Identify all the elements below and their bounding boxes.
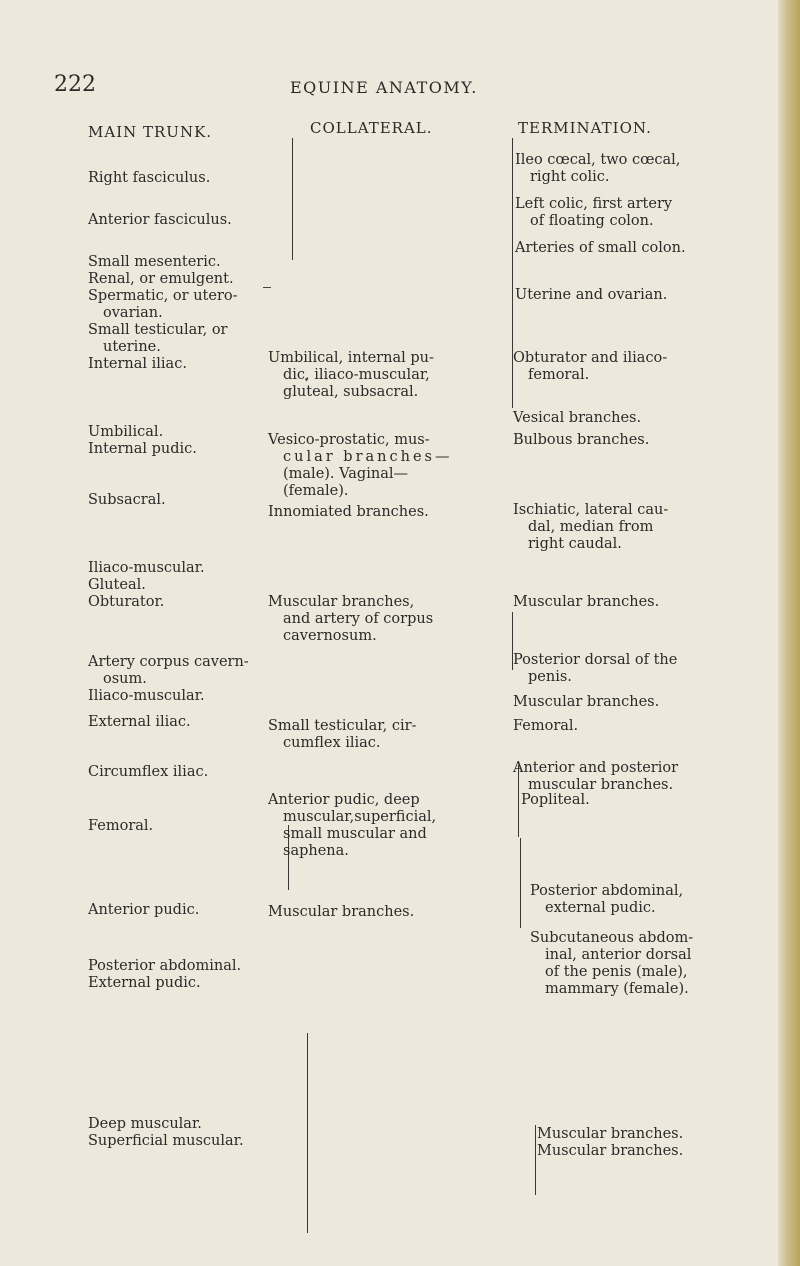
termination-item: Femoral.: [513, 718, 579, 734]
main-trunk-item: Femoral.: [88, 818, 154, 834]
collateral-item: Muscular branches.: [268, 904, 415, 920]
termination-item: Muscular branches.: [513, 694, 660, 710]
termination-item: penis.: [528, 669, 572, 685]
termination-item: Ischiatic, lateral cau-: [513, 502, 669, 518]
main-trunk-item: Subsacral.: [88, 492, 166, 508]
main-trunk-item: External iliac.: [88, 714, 191, 730]
termination-item: Ileo cœcal, two cœcal,: [515, 152, 681, 168]
collateral-item: (male). Vaginal—: [283, 466, 408, 482]
termination-item: external pudic.: [545, 900, 656, 916]
main-trunk-item: Umbilical.: [88, 424, 164, 440]
main-trunk-item: Posterior abdominal.: [88, 958, 242, 974]
termination-item: muscular branches.: [528, 777, 674, 793]
running-head: EQUINE ANATOMY.: [290, 78, 478, 97]
termination-item: Muscular branches.: [513, 594, 660, 610]
column-rule: [520, 838, 521, 928]
collateral-item: cumflex iliac.: [283, 735, 381, 751]
collateral-item: gluteal, subsacral.: [283, 384, 419, 400]
main-trunk-item: External pudic.: [88, 975, 201, 991]
termination-item: Muscular branches.: [537, 1126, 684, 1142]
collateral-item: Vesico-prostatic, mus-: [268, 432, 430, 448]
termination-item: right colic.: [530, 169, 610, 185]
termination-item: Bulbous branches.: [513, 432, 650, 448]
page-number: 222: [54, 72, 96, 97]
termination-item: Obturator and iliaco-: [513, 350, 668, 366]
main-trunk-item: Gluteal.: [88, 577, 146, 593]
main-trunk-item: Internal iliac.: [88, 356, 187, 372]
main-trunk-item: Spermatic, or utero-: [88, 288, 238, 304]
collateral-item: Anterior pudic, deep: [268, 792, 420, 808]
collateral-item: cular branches—: [283, 449, 453, 465]
termination-item: dal, median from: [528, 519, 654, 535]
collateral-item: Small testicular, cir-: [268, 718, 417, 734]
termination-item: Posterior dorsal of the: [513, 652, 678, 668]
main-trunk-item: Circumflex iliac.: [88, 764, 209, 780]
termination-item: Uterine and ovarian.: [515, 287, 668, 303]
main-trunk-item: Artery corpus cavern-: [88, 654, 249, 670]
termination-item: Muscular branches.: [537, 1143, 684, 1159]
main-trunk-item: Small testicular, or: [88, 322, 228, 338]
collateral-item: (female).: [283, 483, 349, 499]
main-trunk-item: Iliaco-muscular.: [88, 688, 205, 704]
collateral-item: saphena.: [283, 843, 349, 859]
main-trunk-item: osum.: [103, 671, 147, 687]
dash-mark: [263, 287, 271, 288]
main-trunk-item: Superficial muscular.: [88, 1133, 244, 1149]
header-termination: TERMINATION.: [518, 119, 652, 137]
main-trunk-item: uterine.: [103, 339, 161, 355]
termination-item: femoral.: [528, 367, 590, 383]
column-rule: [292, 138, 293, 260]
header-main-trunk: MAIN TRUNK.: [88, 123, 213, 141]
collateral-item: muscular,superficial,: [283, 809, 437, 825]
main-trunk-item: Right fasciculus.: [88, 170, 211, 186]
page-edge: [778, 0, 800, 1266]
collateral-item: dic, iliaco-muscular,: [283, 367, 430, 383]
main-trunk-item: Anterior pudic.: [88, 902, 200, 918]
collateral-item: small muscular and: [283, 826, 427, 842]
termination-item: Left colic, first artery: [515, 196, 673, 212]
collateral-item: Innomiated branches.: [268, 504, 429, 520]
main-trunk-item: Obturator.: [88, 594, 165, 610]
termination-item: right caudal.: [528, 536, 622, 552]
termination-item: of the penis (male),: [545, 964, 688, 980]
collateral-item: cavernosum.: [283, 628, 377, 644]
main-trunk-item: Internal pudic.: [88, 441, 197, 457]
termination-item: Posterior abdominal,: [530, 883, 684, 899]
main-trunk-item: Deep muscular.: [88, 1116, 202, 1132]
main-trunk-item: Anterior fasciculus.: [88, 212, 232, 228]
termination-item: mammary (female).: [545, 981, 689, 997]
main-trunk-item: Iliaco-muscular.: [88, 560, 205, 576]
termination-item: Popliteal.: [521, 792, 590, 808]
termination-item: inal, anterior dorsal: [545, 947, 692, 963]
termination-item: Anterior and posterior: [513, 760, 679, 776]
termination-item: Subcutaneous abdom-: [530, 930, 694, 946]
header-collateral: COLLATERAL.: [310, 119, 433, 137]
column-rule: [512, 138, 513, 408]
main-trunk-item: ovarian.: [103, 305, 163, 321]
column-rule: [307, 1033, 308, 1233]
termination-item: Arteries of small colon.: [515, 240, 686, 256]
collateral-item: Muscular branches,: [268, 594, 415, 610]
collateral-item: Umbilical, internal pu-: [268, 350, 434, 366]
termination-item: Vesical branches.: [513, 410, 642, 426]
main-trunk-item: Renal, or emulgent.: [88, 271, 234, 287]
termination-item: of floating colon.: [530, 213, 654, 229]
collateral-item: and artery of corpus: [283, 611, 434, 627]
main-trunk-item: Small mesenteric.: [88, 254, 221, 270]
